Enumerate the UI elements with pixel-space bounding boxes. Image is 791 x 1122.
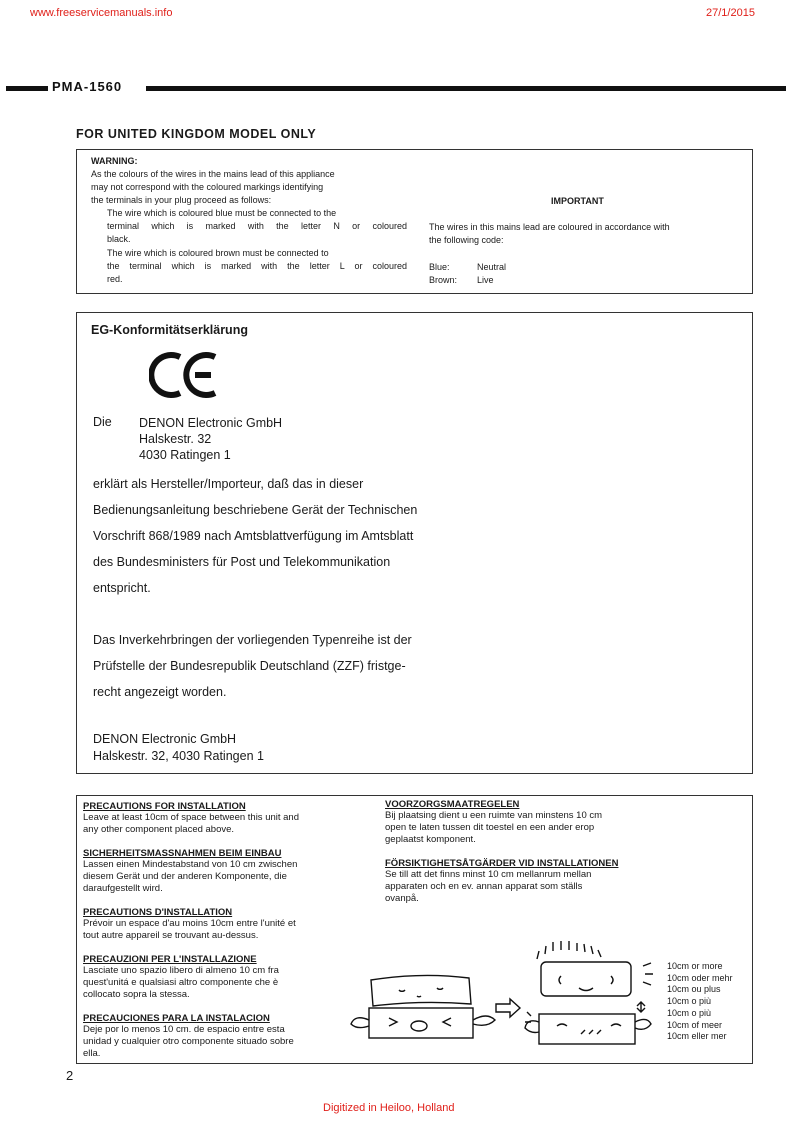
die-label: Die — [93, 415, 112, 429]
scan-date: 27/1/2015 — [706, 7, 755, 19]
precautions-es: PRECAUCIONES PARA LA INSTALACION Deje por lo menos 10 cm. de espacio entre esta unidad y cualquier otro componente situado sobre ella. — [83, 1013, 294, 1059]
uk-section-title: FOR UNITED KINGDOM MODEL ONLY — [76, 127, 317, 141]
announcement-text: Das Inverkehrbringen der vorliegenden Typenreihe ist der Prüfstelle der Bundesrepublik Deutschland (ZZF) fristge- recht angezeigt worden. — [93, 633, 412, 699]
uk-warning-box — [76, 149, 753, 294]
installation-box — [76, 795, 753, 1064]
precautions-en: PRECAUTIONS FOR INSTALLATION Leave at least 10cm of space between this unit and any other component placed above. — [83, 801, 299, 835]
warning-text: As the colours of the wires in the mains lead of this appliance may not correspond with the coloured markings identifying the terminals in your plug proceed as follows: — [91, 169, 335, 205]
page-number: 2 — [66, 1068, 74, 1083]
warning-heading: WARNING: — [91, 156, 138, 166]
precautions-it: PRECAUZIONI PER L'INSTALLAZIONE Lasciate uno spazio libero di almeno 10 cm fra quest'unitá e qualsiasi altro componente che è collocato sopra la stessa. — [83, 954, 279, 1000]
colour-code-list — [429, 261, 506, 287]
manufacturer-address: DENON Electronic GmbH Halskestr. 32 4030 Ratingen 1 — [139, 416, 283, 462]
blue-wire-rule: The wire which is coloured blue must be connected to the terminal which is marked with the letter N or coloured black. — [107, 208, 407, 244]
code-row-brown: Brown: Live — [429, 275, 494, 285]
precautions-fr: PRECAUTIONS D'INSTALLATION Prévoir un espace d'au moins 10cm entre l'unité et tout autre appareil se trouvant au-dessus. — [83, 907, 296, 941]
code-row-blue: Blue: Neutral — [429, 262, 507, 272]
precautions-nl: VOORZORGSMAATREGELEN Bij plaatsing dient u een ruimte van minstens 10 cm open te laten tussen dit toestel en een ander erop geplaatst komponent. — [385, 799, 603, 845]
header-rule-left — [6, 86, 48, 91]
brown-wire-rule: The wire which is coloured brown must be connected to the terminal which is marked with the letter L or coloured red. — [107, 248, 407, 284]
digitized-note: Digitized in Heiloo, Holland — [323, 1102, 455, 1114]
declaration-text: erklärt als Hersteller/Importeur, daß das in dieser Bedienungsanleitung beschriebene Gerät der Technischen Vorschrift 868/1989 nach Amtsblattverfügung im Amtsblatt des Bundesministers für Post und Telekommunikation entspricht. — [93, 477, 418, 595]
ce-mark — [149, 347, 229, 408]
distance-legend: 10cm or more 10cm oder mehr 10cm ou plus 10cm o più 10cm o più 10cm of meer 10cm eller mer — [667, 961, 733, 1042]
model-name: PMA-1560 — [52, 79, 123, 94]
eg-footer-address: DENON Electronic GmbH Halskestr. 32, 4030 Ratingen 1 — [93, 732, 264, 763]
spacing-illustration — [341, 932, 671, 1062]
header-rule-right — [146, 86, 786, 91]
eg-title: EG-Konformitätserklärung — [91, 323, 248, 337]
precautions-de: SICHERHEITSMASSNAHMEN BEIM EINBAU Lassen einen Mindestabstand von 10 cm zwischen diesem Gerät und der anderen Komponente, die daraufgestellt wird. — [83, 848, 298, 894]
precautions-sv: FÖRSIKTIGHETSÅTGÄRDER VID INSTALLATIONEN Se till att det finns minst 10 cm mellanrum mellan apparaten och en ev. annan apparat som ställs ovanpå. — [385, 858, 619, 904]
important-text: The wires in this mains lead are coloured in accordance with the following code: — [429, 222, 670, 245]
important-heading: IMPORTANT — [551, 196, 604, 206]
eg-declaration-box — [76, 312, 753, 774]
source-url[interactable]: www.freeservicemanuals.info — [30, 7, 173, 19]
